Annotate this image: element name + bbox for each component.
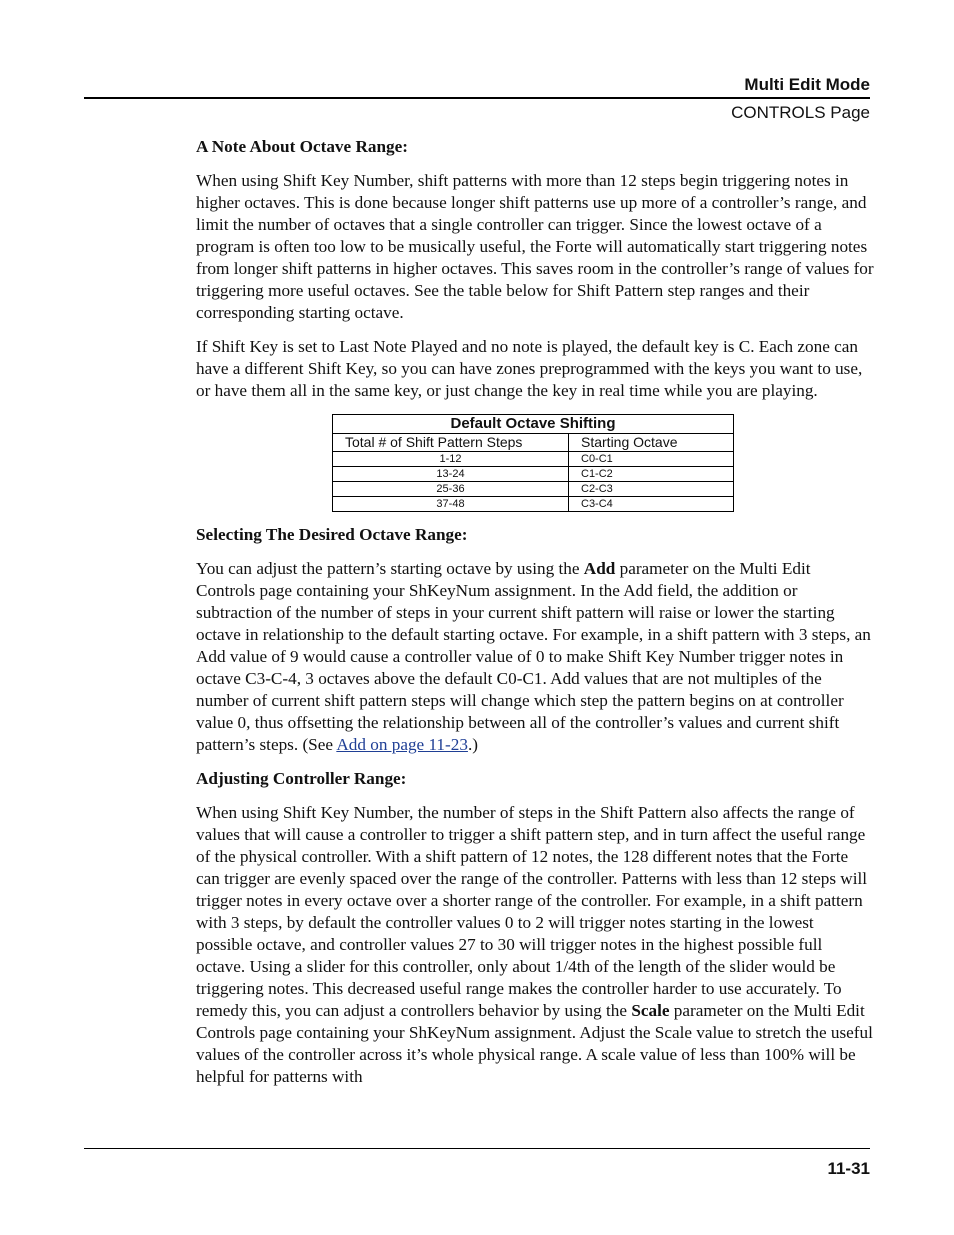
page-number: 11-31	[827, 1159, 870, 1178]
table-cell-octave: C2-C3	[569, 482, 734, 497]
octave-note-paragraph-2: If Shift Key is set to Last Note Played and no note is played, the default key is C. Each zone can have a different Shift Key, so you can have zones preprogrammed with the keys you want to use, or have them all in the same key, or just change the key in real time while you are playing.	[196, 337, 863, 400]
table-row	[333, 467, 734, 482]
octave-shifting-table	[332, 414, 734, 512]
adjusting-text-1: When using Shift Key Number, the number of steps in the Shift Pattern also affects the range of values that will cause a controller to trigger a shift pattern step, and in turn affect the useful range of the physical controller. With a shift pattern of 12 notes, the 128 different notes that the Forte can trigger are evenly spaced over the range of the controller. Patterns with less than 12 steps will trigger notes in every octave over a shorter range of the controller. For example, in a shift pattern with 3 steps, by default the controller values 0 to 2 will trigger notes starting in the lowest possible octave, and controller values 27 to 30 will trigger notes in the highest possible full octave. Using a slider for this controller, only about 1/4th of the length of the slider would be triggering notes. This decreased useful range makes the controller harder to use accurately. To remedy this, you can adjust a controllers behavior by using the	[196, 803, 868, 1020]
header-subtitle: CONTROLS Page	[731, 103, 870, 122]
table-cell-steps: 1-12	[333, 452, 569, 467]
page-content	[196, 136, 874, 1100]
table-cell-steps: 13-24	[333, 467, 569, 482]
selecting-heading: Selecting The Desired Octave Range:	[196, 525, 468, 544]
octave-note-paragraph-1: When using Shift Key Number, shift patterns with more than 12 steps begin triggering notes in higher octaves. This is done because longer shift patterns use up more of a controller’s range, and limit the number of octaves that a single controller can trigger. Since the lowest octave of a program is often too low to be musically useful, the Forte will automatically start triggering notes from longer shift patterns in higher octaves. This saves room in the controller’s range of values for triggering more useful octaves. See the table below for Shift Pattern step ranges and their corresponding starting octave.	[196, 171, 874, 322]
table-cell-octave: C1-C2	[569, 467, 734, 482]
page-footer	[84, 1148, 870, 1179]
adjusting-text-2: parameter on the Multi Edit Controls page containing your ShKeyNum assignment. Adjust the Scale value to stretch the useful values of the controller across it’s whole physical range. A scale value of less than 100% will be helpful for patterns with	[196, 1001, 873, 1086]
octave-note-heading: A Note About Octave Range:	[196, 137, 408, 156]
selecting-text-2: parameter on the Multi Edit Controls page containing your ShKeyNum assignment. In the Add field, the addition or subtraction of the number of steps in your current shift pattern will raise or lower the starting octave in relationship to the default starting octave. For example, in a shift pattern with 3 steps, an Add value of 9 would cause a controller value of 0 to make Shift Key Number trigger notes in octave C3-C-4, 3 octaves above the default C0-C1. Add values that are not multiples of the number of current shift pattern steps will change which step the pattern begins on at controller value 0, thus offsetting the relationship between all of the controller’s values and current shift pattern’s steps. (See	[196, 559, 871, 754]
table-row	[333, 482, 734, 497]
table-row	[333, 497, 734, 512]
table-row	[333, 452, 734, 467]
selecting-text-1: You can adjust the pattern’s starting octave by using the	[196, 559, 584, 578]
page-header	[84, 74, 870, 124]
add-page-link[interactable]: Add on page 11-23	[336, 735, 468, 754]
table-header-steps: Total # of Shift Pattern Steps	[333, 434, 569, 452]
table-caption: Default Octave Shifting	[333, 415, 734, 434]
add-parameter-term: Add	[583, 559, 616, 578]
header-rule	[84, 97, 870, 99]
adjusting-heading: Adjusting Controller Range:	[196, 769, 407, 788]
adjusting-paragraph	[196, 802, 874, 1088]
table-cell-steps: 37-48	[333, 497, 569, 512]
table-cell-octave: C0-C1	[569, 452, 734, 467]
header-title: Multi Edit Mode	[744, 75, 870, 94]
table-cell-octave: C3-C4	[569, 497, 734, 512]
selecting-text-3: .)	[467, 735, 478, 754]
selecting-paragraph	[196, 558, 874, 756]
footer-rule	[84, 1148, 870, 1149]
table-header-octave: Starting Octave	[569, 434, 734, 452]
table-cell-steps: 25-36	[333, 482, 569, 497]
scale-parameter-term: Scale	[631, 1001, 670, 1020]
